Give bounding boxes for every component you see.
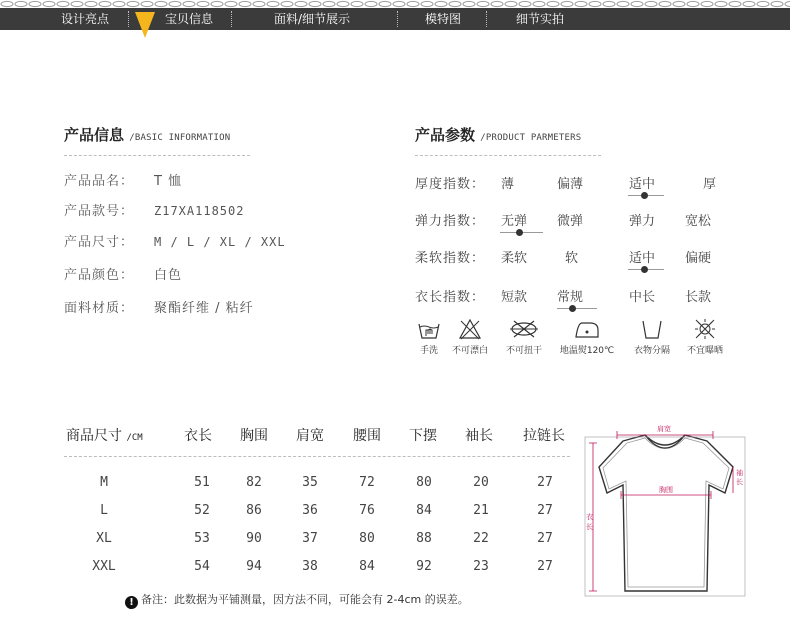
info-row-style-number	[64, 200, 244, 219]
product-params-title-text: 产品参数	[415, 126, 476, 144]
no-sun-dry-icon	[693, 318, 717, 340]
param-row-thickness	[415, 173, 720, 203]
table-cell: 84	[359, 559, 375, 574]
no-bleach-icon	[458, 318, 482, 340]
table-cell: 86	[246, 503, 262, 518]
product-params-subtitle: /PRODUCT PARMETERS	[480, 133, 582, 143]
info-value: T 恤	[154, 174, 183, 189]
length-label-2: 长	[586, 523, 593, 531]
param-selected-dot	[569, 305, 576, 312]
table-cell: 27	[537, 503, 553, 518]
size-table-title	[66, 425, 143, 445]
param-label: 衣长指数：	[415, 290, 486, 305]
size-table-unit: /CM	[126, 433, 143, 443]
param-option: 薄	[501, 177, 515, 192]
info-label: 产品款号：	[64, 204, 135, 219]
table-cell: 27	[537, 531, 553, 546]
care-item	[446, 318, 494, 356]
table-cell: 38	[302, 559, 318, 574]
size-label: XXL	[92, 559, 116, 574]
nav-tab-design[interactable]: 设计亮点	[60, 12, 109, 26]
info-label: 产品品名：	[64, 174, 135, 189]
param-track	[557, 308, 597, 309]
product-info-title-text: 产品信息	[64, 126, 125, 144]
divider	[64, 155, 250, 156]
column-header: 胸围	[240, 428, 268, 444]
table-cell: 90	[246, 531, 262, 546]
info-label: 产品尺寸：	[64, 235, 135, 250]
size-label: XL	[96, 531, 112, 546]
param-selected-dot	[516, 229, 523, 236]
table-cell: 37	[302, 531, 318, 546]
param-selected-dot	[641, 266, 648, 273]
tshirt-measurement-diagram	[583, 421, 748, 597]
size-label: M	[100, 475, 108, 490]
column-header: 袖长	[465, 428, 493, 444]
table-cell: 36	[302, 503, 318, 518]
info-value: 白色	[154, 268, 183, 283]
nav-separator	[397, 11, 398, 27]
table-cell: 72	[359, 475, 375, 490]
product-params-title	[415, 124, 581, 145]
table-cell: 80	[416, 475, 432, 490]
param-option: 柔软	[501, 251, 528, 266]
info-label: 面料材质：	[64, 301, 135, 316]
nav-tab-fabric-details[interactable]: 面料/细节展示	[273, 12, 351, 26]
info-value: M / L / XL / XXL	[154, 235, 286, 249]
info-row-color	[64, 264, 182, 283]
table-cell: 27	[537, 475, 553, 490]
table-cell: 76	[359, 503, 375, 518]
info-row-sizes	[64, 231, 286, 250]
divider	[415, 155, 601, 156]
table-cell: 20	[473, 475, 489, 490]
care-label: 衣物分隔	[633, 346, 670, 356]
table-cell: 51	[194, 475, 210, 490]
param-selected-dot	[641, 192, 648, 199]
info-label: 产品颜色：	[64, 268, 135, 283]
column-header: 拉链长	[523, 428, 565, 444]
alert-icon: !	[125, 596, 138, 609]
nav-separator	[128, 11, 129, 27]
param-option: 常规	[557, 290, 584, 305]
top-nav	[0, 0, 790, 30]
nav-separator	[231, 11, 232, 27]
care-item	[681, 318, 729, 356]
care-label: 地温熨120℃	[559, 346, 615, 356]
param-option: 无弹	[501, 214, 528, 229]
param-option: 适中	[629, 251, 656, 266]
param-option: 宽松	[685, 214, 712, 229]
column-header: 衣长	[184, 428, 212, 444]
table-cell: 94	[246, 559, 262, 574]
care-item	[626, 318, 678, 356]
care-item	[499, 318, 549, 356]
care-label: 不可扭干	[505, 346, 542, 356]
shoulder-label: 肩宽	[657, 425, 671, 433]
param-option: 弹力	[629, 214, 656, 229]
param-row-elasticity	[415, 210, 720, 240]
table-cell: 82	[246, 475, 262, 490]
param-option: 适中	[629, 177, 656, 192]
table-cell: 84	[416, 503, 432, 518]
table-cell: 54	[194, 559, 210, 574]
hand-wash-icon	[417, 318, 441, 340]
nav-tab-product-info[interactable]: 宝贝信息	[164, 12, 213, 26]
care-label: 不可漂白	[451, 346, 488, 356]
size-table-title-text: 商品尺寸	[66, 428, 122, 444]
nav-separator	[486, 11, 487, 27]
sleeve-label-2: 长	[736, 478, 743, 486]
tshirt-inner-outline	[603, 438, 729, 587]
info-row-material	[64, 297, 254, 316]
table-cell: 35	[302, 475, 318, 490]
care-item	[415, 318, 443, 356]
column-header: 腰围	[353, 428, 381, 444]
care-label: 手洗	[419, 346, 438, 356]
nav-tab-model[interactable]: 模特图	[424, 12, 461, 26]
measurement-note	[125, 591, 469, 609]
care-label: 不宜曝晒	[686, 346, 723, 356]
param-option: 厚	[703, 177, 717, 192]
param-row-length	[415, 286, 720, 316]
low-iron-icon	[572, 318, 602, 340]
column-header: 肩宽	[296, 428, 324, 444]
table-cell: 80	[359, 531, 375, 546]
param-option: 长款	[685, 290, 712, 305]
length-label-1: 衣	[586, 513, 593, 521]
param-option: 软	[565, 251, 579, 266]
care-item	[555, 318, 619, 356]
table-cell: 88	[416, 531, 432, 546]
tshirt-outline	[599, 435, 733, 591]
product-info-title	[64, 124, 230, 145]
table-cell: 27	[537, 559, 553, 574]
product-info-subtitle: /BASIC INFORMATION	[129, 133, 231, 143]
param-option: 偏薄	[557, 177, 584, 192]
note-text: 备注：此数据为平铺测量，因方法不同，可能会有 2-4cm 的误差。	[141, 593, 469, 606]
size-label: L	[100, 503, 108, 518]
nav-active-marker	[135, 12, 155, 38]
info-value: Z17XA118502	[154, 204, 245, 218]
param-option: 偏硬	[685, 251, 712, 266]
table-cell: 52	[194, 503, 210, 518]
param-label: 厚度指数：	[415, 177, 486, 192]
divider	[64, 456, 570, 457]
table-cell: 21	[473, 503, 489, 518]
table-cell: 22	[473, 531, 489, 546]
nav-decorative-border	[0, 0, 790, 8]
param-label: 弹力指数：	[415, 214, 486, 229]
nav-tab-detail-photos[interactable]: 细节实拍	[515, 12, 564, 26]
param-row-softness	[415, 247, 720, 277]
param-option: 短款	[501, 290, 528, 305]
table-cell: 23	[473, 559, 489, 574]
wash-separately-icon	[640, 318, 664, 340]
info-value: 聚酯纤维 / 粘纤	[154, 301, 254, 316]
param-option: 中长	[629, 290, 656, 305]
info-row-name	[64, 170, 182, 189]
param-option: 微弹	[557, 214, 584, 229]
chest-label: 胸围	[659, 486, 673, 494]
param-label: 柔软指数：	[415, 251, 486, 266]
sleeve-label-1: 袖	[736, 469, 743, 477]
table-cell: 92	[416, 559, 432, 574]
column-header: 下摆	[409, 428, 437, 444]
no-wring-icon	[506, 318, 542, 340]
table-cell: 53	[194, 531, 210, 546]
